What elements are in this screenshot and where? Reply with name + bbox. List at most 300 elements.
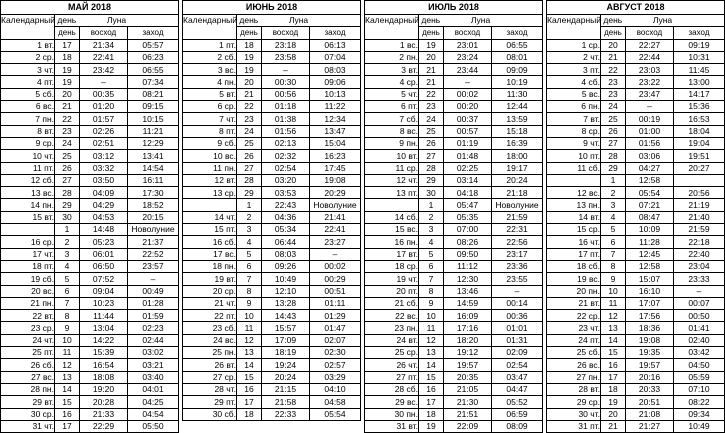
moonset-cell: 12:34 xyxy=(310,113,361,125)
moonrise-cell: 01:19 xyxy=(444,137,492,149)
moonset-cell: 12:44 xyxy=(492,101,543,113)
lunar-day-cell: 1 xyxy=(237,199,262,211)
calendar-day-header: Календарный день xyxy=(365,15,419,40)
moonset-cell: 20:29 xyxy=(310,187,361,199)
calendar-day-cell: 2 ср. xyxy=(1,51,55,63)
table-row xyxy=(365,150,543,162)
lunar-day-cell: 26 xyxy=(601,125,626,137)
calendar-day-cell: 13 ср. xyxy=(183,187,237,199)
calendar-day-cell: 18 пн. xyxy=(183,260,237,272)
lunar-day-cell: 27 xyxy=(601,137,626,149)
moonset-cell: 03:40 xyxy=(128,371,179,383)
table-row xyxy=(183,211,361,223)
moonset-cell: 06:59 xyxy=(492,408,543,420)
calendar-day-cell: 11 пт. xyxy=(1,162,55,174)
table-row xyxy=(183,64,361,76)
table-row xyxy=(183,125,361,137)
calendar-day-cell: 8 ср. xyxy=(547,125,601,137)
calendar-day-cell: 10 вт. xyxy=(365,150,419,162)
lunar-day-cell: 6 xyxy=(419,260,444,272)
calendar-day-cell xyxy=(183,199,237,211)
lunar-day-cell: 16 xyxy=(419,383,444,395)
calendar-day-cell: 17 пт. xyxy=(547,248,601,260)
table-row xyxy=(1,113,179,125)
calendar-day-cell: 19 вс. xyxy=(547,273,601,285)
table-row xyxy=(183,162,361,174)
moonrise-cell: 22:33 xyxy=(262,408,310,420)
lunar-day-cell: 21 xyxy=(601,420,626,432)
moonrise-cell: 20:24 xyxy=(262,371,310,383)
lunar-day-cell: 7 xyxy=(55,297,80,309)
moonrise-cell: 01:20 xyxy=(80,101,128,113)
calendar-day-cell: 19 чт. xyxy=(365,273,419,285)
moonset-cell: 15:18 xyxy=(492,125,543,137)
moonrise-cell: 04:18 xyxy=(444,187,492,199)
table-row xyxy=(183,334,361,346)
moonrise-cell: 14:48 xyxy=(80,224,128,236)
lunar-day-cell: 19 xyxy=(55,64,80,76)
moonset-cell: – xyxy=(674,285,725,297)
lunar-day-cell: 10 xyxy=(419,310,444,322)
calendar-day-cell: 8 пт. xyxy=(183,125,237,137)
moon-header: Луна xyxy=(237,15,361,27)
moonrise-cell: 01:18 xyxy=(262,101,310,113)
calendar-day-cell: 11 ср. xyxy=(365,162,419,174)
table-row xyxy=(183,285,361,297)
table-row xyxy=(183,310,361,322)
table-row xyxy=(183,224,361,236)
lunar-day-cell: 27 xyxy=(419,150,444,162)
lunar-day-cell: 18 xyxy=(237,39,262,51)
moonrise-cell: 04:27 xyxy=(626,162,674,174)
lunar-day-cell: 14 xyxy=(601,334,626,346)
calendar-day-cell: 9 сб. xyxy=(183,137,237,149)
moonset-cell: 04:01 xyxy=(128,383,179,395)
calendar-day-cell: 3 пт. xyxy=(547,64,601,76)
table-row xyxy=(547,199,725,211)
table-row xyxy=(183,137,361,149)
calendar-day-header: Календарный день xyxy=(547,15,601,40)
table-row xyxy=(365,285,543,297)
lunar-day-cell: 13 xyxy=(419,347,444,359)
table-row xyxy=(365,174,543,186)
table-row xyxy=(1,199,179,211)
calendar-day-cell: 24 чт. xyxy=(1,334,55,346)
calendar-day-cell: 12 вс. xyxy=(547,187,601,199)
lunar-day-cell: 28 xyxy=(601,150,626,162)
moonrise-cell: 01:48 xyxy=(444,150,492,162)
moonset-cell: 21:37 xyxy=(128,236,179,248)
moonrise-cell: 10:49 xyxy=(262,273,310,285)
table-row xyxy=(183,322,361,334)
moonset-cell: 08:21 xyxy=(128,88,179,100)
lunar-day-cell: 15 xyxy=(419,371,444,383)
moonrise-cell: 14:43 xyxy=(262,310,310,322)
moonrise-cell: 02:51 xyxy=(80,137,128,149)
calendar-day-cell: 18 ср. xyxy=(365,260,419,272)
lunar-day-cell: 15 xyxy=(601,347,626,359)
lunar-day-cell: 26 xyxy=(237,150,262,162)
table-row xyxy=(1,322,179,334)
moonrise-cell: 21:30 xyxy=(444,396,492,408)
lunar-day-cell: 16 xyxy=(55,408,80,420)
table-row xyxy=(547,88,725,100)
table-row xyxy=(547,371,725,383)
calendar-day-cell: 29 пт. xyxy=(183,396,237,408)
month-table xyxy=(364,0,543,433)
lunar-day-cell: 28 xyxy=(237,174,262,186)
table-row xyxy=(547,420,725,432)
lunar-day-header: день xyxy=(237,27,262,39)
calendar-day-cell: 4 сб. xyxy=(547,76,601,88)
calendar-day-cell: 29 вт. xyxy=(1,396,55,408)
table-row xyxy=(1,174,179,186)
lunar-day-cell: 8 xyxy=(237,285,262,297)
lunar-day-cell: 21 xyxy=(419,64,444,76)
calendar-day-cell: 26 вт. xyxy=(183,359,237,371)
table-row xyxy=(547,51,725,63)
moonrise-cell: 23:42 xyxy=(80,64,128,76)
table-row xyxy=(365,64,543,76)
moonset-cell: 02:57 xyxy=(310,359,361,371)
calendar-day-cell: 5 вс. xyxy=(547,88,601,100)
table-row xyxy=(365,211,543,223)
moonset-cell: 00:49 xyxy=(128,285,179,297)
table-row xyxy=(183,174,361,186)
moonset-cell: 20:56 xyxy=(674,187,725,199)
calendar-day-cell: 6 вс. xyxy=(1,101,55,113)
table-row xyxy=(547,150,725,162)
table-row xyxy=(183,101,361,113)
moonrise-cell: 16:10 xyxy=(626,285,674,297)
moonrise-cell: 20:33 xyxy=(626,383,674,395)
table-row xyxy=(365,236,543,248)
moonrise-cell: 17:07 xyxy=(626,297,674,309)
moonrise-cell: 11:44 xyxy=(80,310,128,322)
lunar-day-cell: 27 xyxy=(55,174,80,186)
moonrise-cell: 00:57 xyxy=(444,125,492,137)
moonrise-cell: 01:57 xyxy=(80,113,128,125)
lunar-day-cell: 8 xyxy=(55,310,80,322)
calendar-day-cell: 10 чт. xyxy=(1,150,55,162)
lunar-day-cell: 13 xyxy=(55,371,80,383)
table-row xyxy=(547,334,725,346)
lunar-day-cell: 11 xyxy=(55,347,80,359)
moonset-cell: 15:04 xyxy=(310,137,361,149)
table-row xyxy=(183,150,361,162)
lunar-day-cell: 16 xyxy=(601,359,626,371)
moonset-cell: 01:31 xyxy=(492,334,543,346)
calendar-day-cell: 15 пт. xyxy=(183,224,237,236)
moonset-cell: 01:59 xyxy=(128,310,179,322)
moonrise-cell: 19:08 xyxy=(626,334,674,346)
moon-header: Луна xyxy=(419,15,543,27)
moonset-cell: 01:01 xyxy=(492,322,543,334)
calendar-day-cell: 10 вс. xyxy=(183,150,237,162)
lunar-day-cell: 24 xyxy=(237,125,262,137)
moonset-cell: 21:19 xyxy=(674,199,725,211)
calendar-day-cell: 23 чт. xyxy=(547,322,601,334)
lunar-day-cell: 26 xyxy=(55,162,80,174)
lunar-day-cell: 21 xyxy=(419,76,444,88)
lunar-day-cell: 11 xyxy=(419,322,444,334)
lunar-day-cell: 12 xyxy=(419,334,444,346)
moonset-cell: 03:47 xyxy=(492,371,543,383)
calendar-day-cell: 11 сб. xyxy=(547,162,601,174)
table-row xyxy=(1,101,179,113)
moonrise-cell: 23:18 xyxy=(262,39,310,51)
lunar-day-cell: 19 xyxy=(419,39,444,51)
table-row xyxy=(1,51,179,63)
moonrise-cell: 12:30 xyxy=(444,273,492,285)
moonset-cell: Новолуние xyxy=(128,224,179,236)
calendar-day-cell: 22 вс. xyxy=(365,310,419,322)
table-row xyxy=(1,150,179,162)
moonset-cell: 14:17 xyxy=(674,88,725,100)
calendar-day-cell: 26 вс. xyxy=(547,359,601,371)
calendar-day-cell: 25 пт. xyxy=(1,347,55,359)
moonrise-cell: 05:47 xyxy=(444,199,492,211)
calendar-day-cell: 23 сб. xyxy=(183,322,237,334)
calendar-day-cell xyxy=(365,199,419,211)
moonset-cell: 00:07 xyxy=(674,297,725,309)
moonset-cell: 22:40 xyxy=(674,248,725,260)
moonrise-cell: 19:12 xyxy=(444,347,492,359)
moonrise-cell: 22:29 xyxy=(80,420,128,432)
table-row xyxy=(365,51,543,63)
moonset-cell: 23:04 xyxy=(674,260,725,272)
moonrise-cell: – xyxy=(80,76,128,88)
moonset-cell: 09:34 xyxy=(674,408,725,420)
table-row xyxy=(547,211,725,223)
moonset-cell: 11:22 xyxy=(310,101,361,113)
table-row xyxy=(183,51,361,63)
table-row xyxy=(1,359,179,371)
moonrise-cell: 06:01 xyxy=(80,248,128,260)
calendar-day-cell: 7 сб. xyxy=(365,113,419,125)
month-table xyxy=(546,0,725,433)
calendar-day-cell: 28 чт. xyxy=(183,383,237,395)
lunar-day-cell: 1 xyxy=(55,224,80,236)
moonrise-cell: 03:32 xyxy=(80,162,128,174)
calendar-day-cell: 21 чт. xyxy=(183,297,237,309)
table-row xyxy=(365,396,543,408)
table-row xyxy=(547,113,725,125)
moonset-cell: 04:50 xyxy=(674,359,725,371)
lunar-day-cell: 22 xyxy=(419,88,444,100)
lunar-day-cell: 6 xyxy=(55,285,80,297)
calendar-day-cell: 8 вт. xyxy=(1,125,55,137)
calendar-day-cell: 24 пт. xyxy=(547,334,601,346)
moonset-cell: 02:54 xyxy=(492,359,543,371)
lunar-day-cell: 2 xyxy=(237,211,262,223)
moonset-cell: 21:41 xyxy=(310,211,361,223)
moonrise-cell: 20:35 xyxy=(444,371,492,383)
table-row xyxy=(183,347,361,359)
moonset-cell: 23:17 xyxy=(492,248,543,260)
moonrise-cell: 04:29 xyxy=(80,199,128,211)
lunar-day-cell: 8 xyxy=(601,260,626,272)
moonset-cell: 10:15 xyxy=(128,113,179,125)
calendar-day-cell: 26 чт. xyxy=(365,359,419,371)
lunar-day-cell: 10 xyxy=(237,310,262,322)
table-row xyxy=(365,88,543,100)
moonrise-cell: 15:57 xyxy=(262,322,310,334)
moonrise-cell: 03:12 xyxy=(80,150,128,162)
moonrise-cell: 20:28 xyxy=(80,396,128,408)
moonset-cell: 22:52 xyxy=(128,248,179,260)
table-row xyxy=(547,322,725,334)
table-row xyxy=(365,334,543,346)
moonset-cell: 08:03 xyxy=(310,64,361,76)
calendar-day-cell: 30 чт. xyxy=(547,408,601,420)
moonset-cell: 19:51 xyxy=(674,150,725,162)
moonset-cell: 18:00 xyxy=(492,150,543,162)
moonrise-cell: 05:34 xyxy=(262,224,310,236)
month-title: ИЮНЬ 2018 xyxy=(183,1,361,15)
table-row xyxy=(365,187,543,199)
table-row xyxy=(1,125,179,137)
calendar-day-cell: 20 пт. xyxy=(365,285,419,297)
table-row xyxy=(183,39,361,51)
calendar-day-cell: 12 чт. xyxy=(365,174,419,186)
moonrise-cell: 23:03 xyxy=(626,64,674,76)
moonset-cell: 02:09 xyxy=(492,347,543,359)
table-row xyxy=(1,187,179,199)
calendar-day-cell: 29 ср. xyxy=(547,396,601,408)
table-row xyxy=(1,297,179,309)
table-row xyxy=(183,383,361,395)
moonrise-cell: 19:57 xyxy=(626,359,674,371)
lunar-day-cell: 7 xyxy=(237,273,262,285)
moonset-cell: 16:11 xyxy=(128,174,179,186)
moonset-cell: 11:30 xyxy=(492,88,543,100)
lunar-day-cell: 14 xyxy=(419,359,444,371)
moonrise-cell: 07:52 xyxy=(80,273,128,285)
lunar-day-cell: 4 xyxy=(237,236,262,248)
moonset-cell: 02:40 xyxy=(674,334,725,346)
table-row xyxy=(547,137,725,149)
table-row xyxy=(183,236,361,248)
table-row xyxy=(365,359,543,371)
moonrise-cell: 13:28 xyxy=(262,297,310,309)
calendar-day-cell: 16 ср. xyxy=(1,236,55,248)
table-row xyxy=(547,174,725,186)
table-row xyxy=(365,383,543,395)
calendar-day-cell: 14 вт. xyxy=(547,211,601,223)
moonrise-cell: 04:53 xyxy=(80,211,128,223)
moonrise-cell: 02:32 xyxy=(262,150,310,162)
calendar-day-cell: 25 пн. xyxy=(183,347,237,359)
table-row xyxy=(183,88,361,100)
moonrise-cell: 15:39 xyxy=(80,347,128,359)
lunar-day-cell: 20 xyxy=(419,51,444,63)
table-row xyxy=(1,162,179,174)
table-row xyxy=(365,76,543,88)
table-row xyxy=(183,359,361,371)
moonset-cell: 00:14 xyxy=(492,297,543,309)
table-row xyxy=(547,162,725,174)
moonrise-cell: 01:38 xyxy=(262,113,310,125)
moonset-cell: 02:07 xyxy=(310,334,361,346)
lunar-day-cell: 24 xyxy=(419,113,444,125)
moonset-cell: 17:30 xyxy=(128,187,179,199)
lunar-day-cell: 4 xyxy=(601,211,626,223)
table-row xyxy=(547,76,725,88)
table-row xyxy=(547,310,725,322)
moonrise-cell: 21:33 xyxy=(80,408,128,420)
moonrise-cell: 10:23 xyxy=(80,297,128,309)
lunar-day-cell: 1 xyxy=(419,199,444,211)
lunar-day-cell: 9 xyxy=(601,273,626,285)
moonrise-header: восход xyxy=(444,27,492,39)
table-row xyxy=(547,187,725,199)
moon-header: Луна xyxy=(55,15,179,27)
moonset-cell: 10:49 xyxy=(674,420,725,432)
calendar-day-cell: 6 пт. xyxy=(365,101,419,113)
lunar-day-cell: 29 xyxy=(237,187,262,199)
moonrise-cell: 03:14 xyxy=(444,174,492,186)
moonrise-cell: 19:35 xyxy=(626,347,674,359)
lunar-day-cell: 12 xyxy=(601,310,626,322)
table-row xyxy=(365,347,543,359)
table-row xyxy=(547,224,725,236)
table-row xyxy=(547,285,725,297)
table-row xyxy=(365,125,543,137)
moonrise-cell: 22:27 xyxy=(626,39,674,51)
calendar-day-cell: 4 ср. xyxy=(365,76,419,88)
moonrise-cell: 08:47 xyxy=(626,211,674,223)
moonset-cell: 19:04 xyxy=(674,137,725,149)
table-row xyxy=(183,273,361,285)
calendar-day-cell: 1 вт. xyxy=(1,39,55,51)
lunar-day-cell: 22 xyxy=(55,113,80,125)
lunar-day-cell: 23 xyxy=(419,101,444,113)
lunar-day-cell: 29 xyxy=(55,199,80,211)
table-row xyxy=(365,199,543,211)
table-row xyxy=(1,396,179,408)
calendar-day-cell: 9 пн. xyxy=(365,137,419,149)
moonrise-cell: 14:59 xyxy=(444,297,492,309)
calendar-day-cell: 1 ср. xyxy=(547,39,601,51)
table-row xyxy=(1,224,179,236)
moonset-cell: 12:29 xyxy=(128,137,179,149)
lunar-day-cell: 12 xyxy=(55,359,80,371)
lunar-day-header: день xyxy=(419,27,444,39)
moonrise-cell: 22:44 xyxy=(626,51,674,63)
moonrise-cell: 00:02 xyxy=(444,88,492,100)
lunar-day-cell: 30 xyxy=(55,211,80,223)
lunar-day-cell: 2 xyxy=(419,211,444,223)
lunar-day-cell: 19 xyxy=(601,396,626,408)
moonrise-cell: 07:21 xyxy=(626,199,674,211)
moonset-cell: 06:55 xyxy=(492,39,543,51)
calendar-day-cell: 4 пн. xyxy=(183,76,237,88)
calendar-day-cell: 11 пн. xyxy=(183,162,237,174)
moonset-cell: 04:25 xyxy=(128,396,179,408)
lunar-day-cell: 13 xyxy=(601,322,626,334)
moonset-cell: 23:36 xyxy=(492,260,543,272)
calendar-day-cell: 27 вс. xyxy=(1,371,55,383)
moonrise-cell: 09:26 xyxy=(262,260,310,272)
moonset-cell: 09:06 xyxy=(310,76,361,88)
moonrise-cell: 19:24 xyxy=(262,359,310,371)
moonset-cell: 20:15 xyxy=(128,211,179,223)
moonrise-cell: 14:22 xyxy=(80,334,128,346)
moonrise-cell: 22:09 xyxy=(444,420,492,432)
table-row xyxy=(183,371,361,383)
moonrise-cell: 23:24 xyxy=(444,51,492,63)
